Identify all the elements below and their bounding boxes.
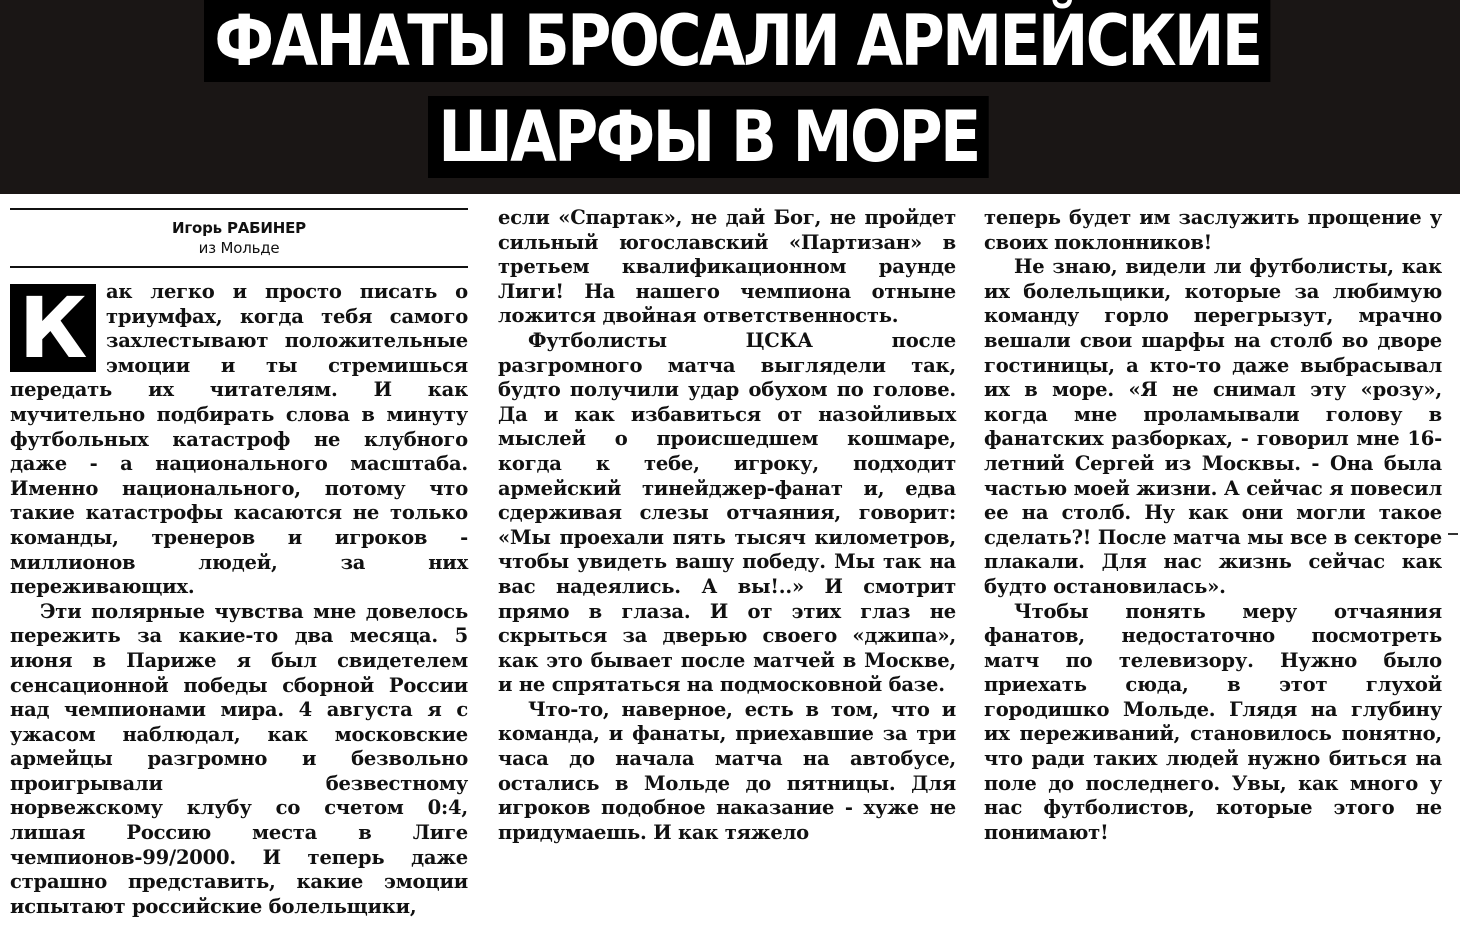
headline-line-1: ФАНАТЫ БРОСАЛИ АРМЕЙСКИЕ xyxy=(204,0,1271,82)
article-paragraph: Не знаю, видели ли футболисты, как их болельщики, которые за любимую команду горло перегрызут, мрачно вешали свои шарфы на столб во дворе гостиницы, а кто-то даже выбрасывал их в море. «Я не снимал эту «розу», когда мне проламывали голову в фанатских разборках, - говорил мне 16-летний Сергей из Москвы. - Она была частью моей жизни. А сейчас я повесил ее на столб. Ну как они могли такое сделать?! После матча мы все в секторе плакали. Для нас жизнь сейчас как будто остановилась». xyxy=(984,255,1442,598)
drop-cap: К xyxy=(10,284,96,372)
article-paragraph: Что-то, наверное, есть в том, что и команда, и фанаты, приехавшие за три часа до начала матча на автобусе, остались в Мольде до пятницы. Для игроков подобное наказание - хуже не придумаешь. И как тяжело xyxy=(498,697,956,844)
byline-bottom-rule xyxy=(10,266,468,268)
paragraph-text: ак легко и просто писать о триумфах, когда тебя самого захлестывают положительные эмоции и ты стремишься передать их читателям. И как мучительно подбирать слова в минуту футбольных катастроф не клубного даже - а национального масштаба. Именно национального, потому что такие катастрофы касаются не только команды, тренеров и игроков - миллионов людей, за них переживающих. xyxy=(10,280,468,599)
article-paragraph: Футболисты ЦСКА после разгромного матча выглядели так, будто получили удар обухом по голове. Да и как избавиться от назойливых мыслей о происшедшем кошмаре, когда к тебе, игроку, подходит армейский тинейджер-фанат и, едва сдерживая слезы отчаяния, говорит: «Мы проехали пять тысяч километров, чтобы увидеть вашу победу. Мы так на вас надеялись. А вы!..» И смотрит прямо в глаза. И от этих глаз не скрыться за дверью своего «джипа», как это бывает после матчей в Москве, и не спрятаться на подмосковной базе. xyxy=(498,328,956,697)
byline-location: из Мольде xyxy=(198,239,280,257)
headline-banner xyxy=(0,0,1460,194)
article-paragraph: Эти полярные чувства мне довелось пережить за какие-то два месяца. 5 июня в Париже я был свидетелем сенсационной победы сборной России над чемпионами мира. 4 августа я с ужасом наблюдал, как московские армейцы разгромно и безвольно проигрывали безвестному норвежскому клубу со счетом 0:4, лишая Россию места в Лиге чемпионов-99/2000. И теперь даже страшно представить, какие эмоции испытают российские болельщики, xyxy=(10,599,468,918)
byline-top-rule xyxy=(10,208,468,210)
article-column-3 xyxy=(984,206,1442,845)
article-paragraph: Чтобы понять меру отчаяния фанатов, недостаточно посмотреть матч по телевизору. Нужно было приехать сюда, в этот глухой городишко Мольде. Глядя на глубину их переживаний, становилось понятно, что ради таких людей нужно биться на поле до последнего. Увы, как много у нас футболистов, которые этого не понимают! xyxy=(984,599,1442,844)
article-column-2 xyxy=(498,206,956,845)
article-paragraph xyxy=(10,280,468,600)
article-column-1 xyxy=(10,206,468,919)
article-paragraph: если «Спартак», не дай Бог, не пройдет сильный югославский «Партизан» в третьем квалификационном раунде Лиги! На нашего чемпиона отныне ложится двойная ответственность. xyxy=(498,206,956,328)
article-paragraph: теперь будет им заслужить прощение у своих поклонников! xyxy=(984,206,1442,254)
byline xyxy=(10,218,468,258)
headline-line-2: ШАРФЫ В МОРЕ xyxy=(428,96,989,178)
margin-mark xyxy=(1448,533,1458,535)
byline-author: Игорь РАБИНЕР xyxy=(172,219,306,237)
